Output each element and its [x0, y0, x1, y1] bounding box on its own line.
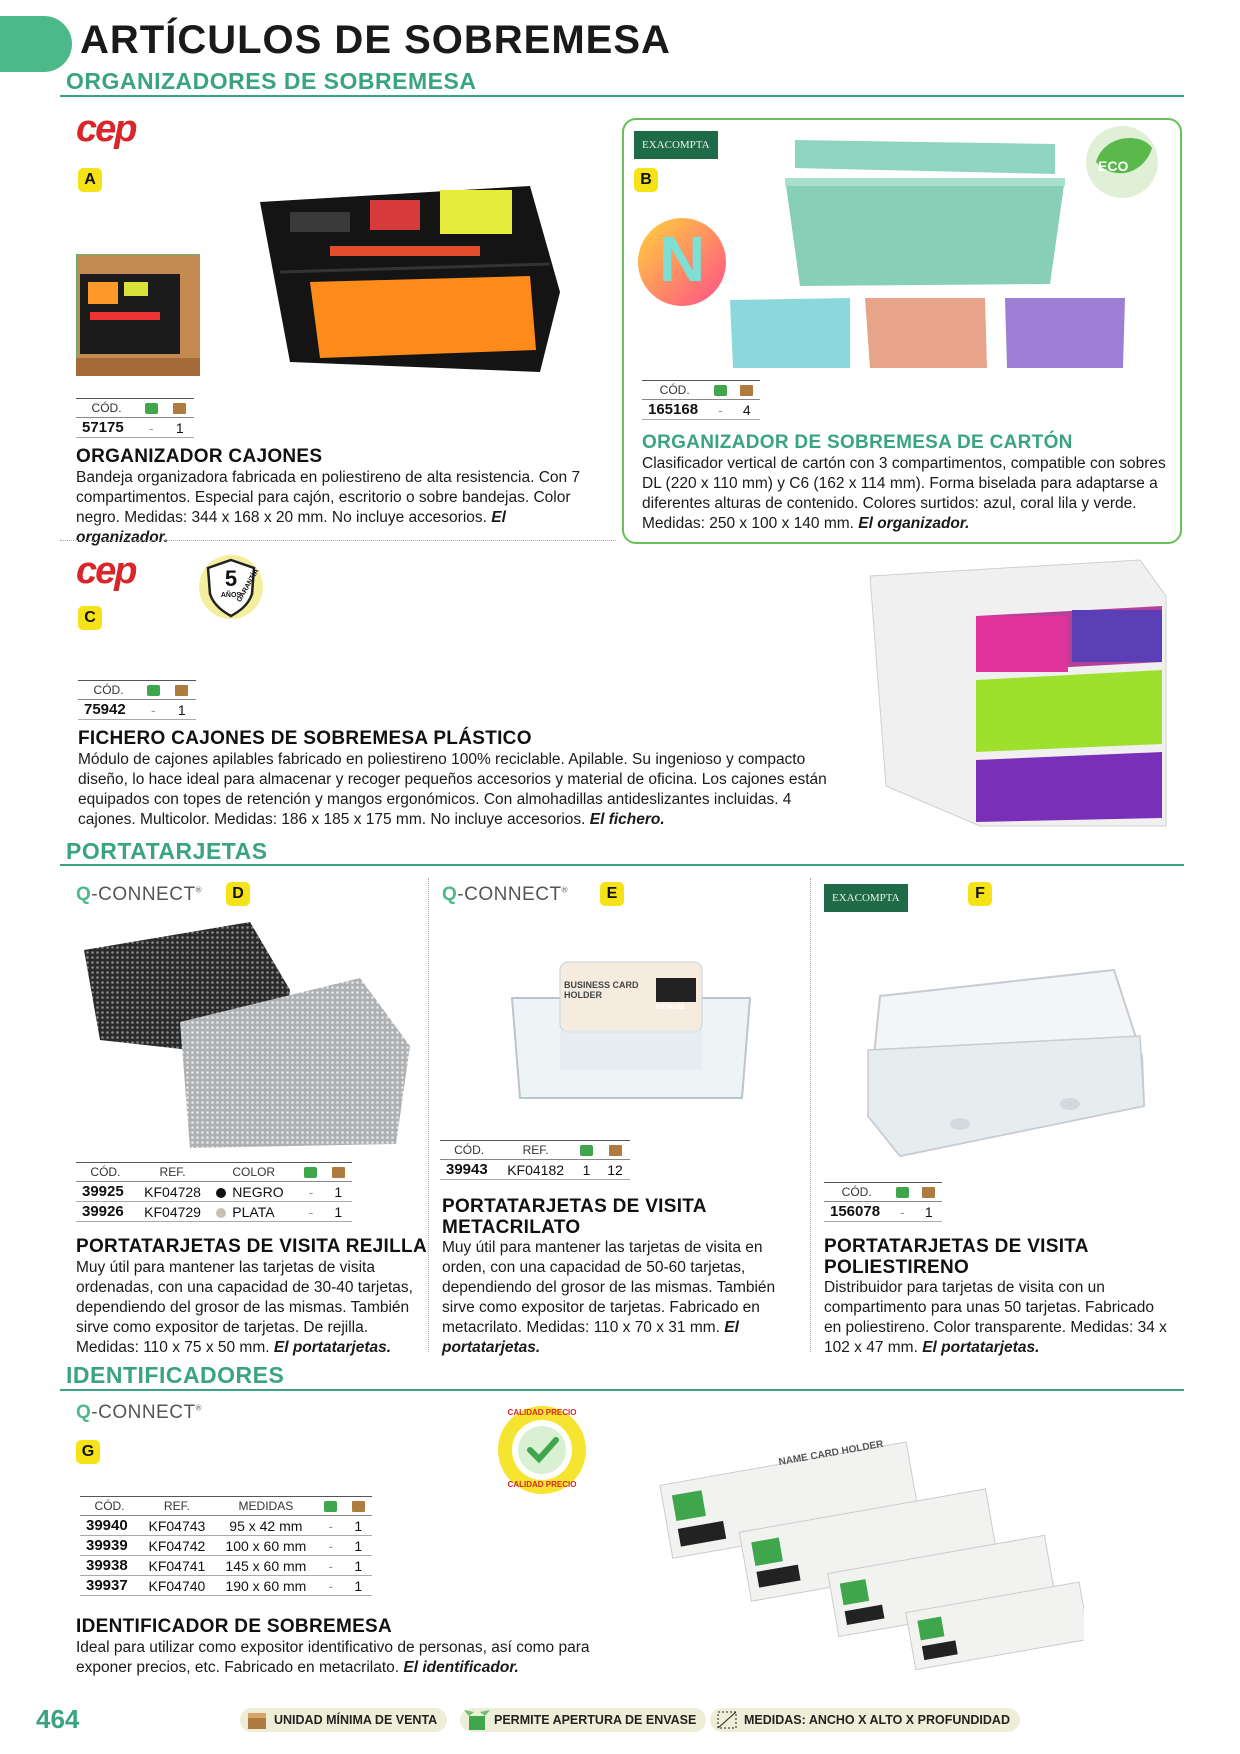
section-divider	[60, 864, 1184, 866]
page-title: ARTÍCULOS DE SOBREMESA	[80, 18, 671, 62]
section-title-identificadores: IDENTIFICADORES	[66, 1362, 285, 1388]
warranty-years: 5	[224, 566, 238, 591]
page-number: 464	[36, 1704, 80, 1734]
open-icon	[707, 381, 733, 400]
brand-logo-qconnect: Q-CONNECT®	[442, 884, 568, 905]
product-desc-f: Distribuidor para tarjetas de visita con un compartimento para unas 50 tarjetas. Fabricado en poliestireno. Color transparente. Medidas: 34 x 102 x 47 mm. El portatarjetas.	[824, 1279, 1167, 1356]
table-row: 39926 KF04729 PLATA - 1	[76, 1202, 352, 1222]
open-icon	[317, 1497, 344, 1516]
product-desc-e: Muy útil para mantener las tarjetas de visita en orden, con una capacidad de 50-60 tarjetas, dependiendo del grosor de las mismas. También sirve como expositor de tarjetas. Fabricado en metacrilato. Medidas: 110 x 70 x 31 mm. El portatarjetas.	[442, 1239, 776, 1356]
codes-table-e	[440, 1140, 630, 1180]
drawer-photo	[76, 254, 200, 376]
open-icon	[573, 1141, 600, 1160]
eco-badge-label: ECO	[1098, 158, 1129, 174]
open-icon	[297, 1163, 324, 1182]
brand-logo-cep: cep	[76, 550, 136, 592]
section-title-organizadores: ORGANIZADORES DE SOBREMESA	[66, 68, 477, 94]
seal-text-bottom: CALIDAD PRECIO	[507, 1480, 577, 1489]
product-letter-d: D	[226, 882, 250, 906]
open-icon	[139, 681, 167, 700]
section-divider	[60, 95, 1184, 97]
seal-text-top: CALIDAD PRECIO	[507, 1408, 577, 1417]
section-divider	[60, 1389, 1184, 1391]
color-swatch	[216, 1208, 226, 1218]
divider	[60, 540, 616, 541]
product-title-a: ORGANIZADOR CAJONES	[76, 446, 323, 467]
drawer-cabinet-photo	[860, 556, 1172, 828]
card-holder-code: KF04182	[656, 1004, 685, 1011]
table-row: 39937 KF04740 190 x 60 mm - 1	[80, 1576, 372, 1596]
product-desc-c: Módulo de cajones apilables fabricado en poliestireno 100% reciclable. Apilable. Su ingenioso y compacto diseño, lo hace ideal para almacenar y recoger pequeños accesorios y material de oficina. Los cajones están equipados con topes de retención y mangos ergonómicos. Con almohadillas antideslizantes incluidas. 4 cajones. Multicolor. Medidas: 186 x 185 x 175 mm. No incluye accesorios. El fichero.	[78, 751, 827, 828]
table-row: 39943 KF04182 1 12	[440, 1160, 630, 1180]
open-icon	[137, 399, 165, 418]
product-letter-f: F	[968, 882, 992, 906]
product-letter-a: A	[78, 168, 102, 192]
warranty-label: GARANTÍA	[236, 567, 261, 604]
table-row: 39925 KF04728 NEGRO - 1	[76, 1182, 352, 1202]
box-icon	[166, 399, 194, 418]
col-ref: REF.	[139, 1497, 215, 1516]
brand-logo-exacompta: EXACOMPTA	[634, 131, 718, 159]
legend-dimensions: MEDIDAS: ANCHO X ALTO X PROFUNDIDAD	[710, 1708, 1020, 1732]
col-cod: CÓD.	[76, 1163, 135, 1182]
box-icon	[244, 1708, 270, 1732]
clear-card-holder-photo	[860, 966, 1150, 1162]
table-row: 156078 - 1	[824, 1202, 942, 1222]
product-title-g: IDENTIFICADOR DE SOBREMESA	[76, 1616, 393, 1637]
col-cod: CÓD.	[78, 681, 139, 700]
mesh-card-holders-photo	[80, 920, 420, 1150]
new-badge-letter: N	[658, 223, 706, 295]
table-row: 39939 KF04742 100 x 60 mm - 1	[80, 1536, 372, 1556]
box-icon	[168, 681, 196, 700]
col-ref: REF.	[498, 1141, 573, 1160]
dimensions-icon	[714, 1708, 740, 1732]
product-desc-a: Bandeja organizadora fabricada en poliestireno de alta resistencia. Con 7 compartimentos. Especial para cajón, escritorio o sobre bandejas. Color negro. Medidas: 344 x 168 x 20 mm. No incluye accesorios. El organizador.	[76, 469, 581, 546]
col-ref: REF.	[135, 1163, 210, 1182]
col-cod: CÓD.	[824, 1183, 889, 1202]
open-icon	[889, 1183, 915, 1202]
brand-logo-exacompta: EXACOMPTA	[824, 884, 908, 912]
box-icon	[600, 1141, 630, 1160]
codes-table-c	[78, 680, 196, 720]
open-box-icon	[464, 1708, 490, 1732]
codes-table-b	[642, 380, 760, 420]
col-color: COLOR	[210, 1163, 297, 1182]
color-swatch	[216, 1188, 226, 1198]
box-icon	[344, 1497, 372, 1516]
table-row: 57175 - 1	[76, 418, 194, 438]
cardboard-organizer-photo	[725, 138, 1135, 368]
box-icon	[916, 1183, 942, 1202]
product-title-b: ORGANIZADOR DE SOBREMESA DE CARTÓN	[642, 432, 1073, 453]
codes-table-f	[824, 1182, 942, 1222]
table-row: 165168 - 4	[642, 400, 760, 420]
product-title-d: PORTATARJETAS DE VISITA REJILLA	[76, 1236, 427, 1257]
brand-logo-cep: cep	[76, 108, 136, 150]
name-card-holder-label: NAME CARD HOLDER	[777, 1438, 885, 1469]
codes-table-d	[76, 1162, 352, 1222]
product-letter-b: B	[634, 168, 658, 192]
product-letter-e: E	[600, 882, 624, 906]
header-tab	[0, 16, 72, 72]
drawer-organizer-photo	[250, 172, 570, 382]
codes-table-a	[76, 398, 194, 438]
product-title-c: FICHERO CAJONES DE SOBREMESA PLÁSTICO	[78, 728, 532, 749]
warranty-years-word: AÑOS	[220, 592, 242, 599]
product-title-e: PORTATARJETAS DE VISITA METACRILATO	[442, 1196, 707, 1238]
divider	[810, 878, 811, 1352]
product-desc-b: Clasificador vertical de cartón con 3 compartimentos, compatible con sobres DL (220 x 110 mm) y C6 (162 x 114 mm). Forma biselada para adaptarse a diferentes alturas de contenido. Colores surtidos: azul, coral lila y verde. Medidas: 250 x 100 x 140 mm. El organizador.	[642, 455, 1166, 532]
product-letter-c: C	[78, 606, 102, 630]
table-row: 75942 - 1	[78, 700, 196, 720]
product-desc-d: Muy útil para mantener las tarjetas de visita ordenadas, con una capacidad de 30-40 tarjetas, dependiendo del grosor de las mismas. También sirve como expositor de tarjetas. De rejilla. Medidas: 110 x 75 x 50 mm. El portatarjetas.	[76, 1259, 413, 1356]
brand-logo-qconnect: Q-CONNECT®	[76, 1402, 202, 1423]
product-title-f: PORTATARJETAS DE VISITA POLIESTIRENO	[824, 1236, 1089, 1278]
col-cod: CÓD.	[440, 1141, 498, 1160]
brand-logo-qconnect: Q-CONNECT®	[76, 884, 202, 905]
product-letter-g: G	[76, 1440, 100, 1464]
divider	[428, 878, 429, 1352]
box-icon	[734, 381, 760, 400]
col-cod: CÓD.	[80, 1497, 139, 1516]
box-icon	[325, 1163, 352, 1182]
section-title-portatarjetas: PORTATARJETAS	[66, 838, 268, 864]
card-holder-label: BUSINESS CARD HOLDER	[564, 980, 639, 1000]
col-cod: CÓD.	[642, 381, 707, 400]
table-row: 39940 KF04743 95 x 42 mm - 1	[80, 1516, 372, 1536]
col-medidas: MEDIDAS	[215, 1497, 317, 1516]
col-cod: CÓD.	[76, 399, 137, 418]
legend-open-pack: PERMITE APERTURA DE ENVASE	[460, 1708, 706, 1732]
table-row: 39938 KF04741 145 x 60 mm - 1	[80, 1556, 372, 1576]
codes-table-g	[80, 1496, 372, 1596]
legend-min-unit: UNIDAD MÍNIMA DE VENTA	[240, 1708, 447, 1732]
product-desc-g: Ideal para utilizar como expositor identificativo de personas, así como para exponer precios, etc. Fabricado en metacrilato. El identificador.	[76, 1639, 590, 1676]
